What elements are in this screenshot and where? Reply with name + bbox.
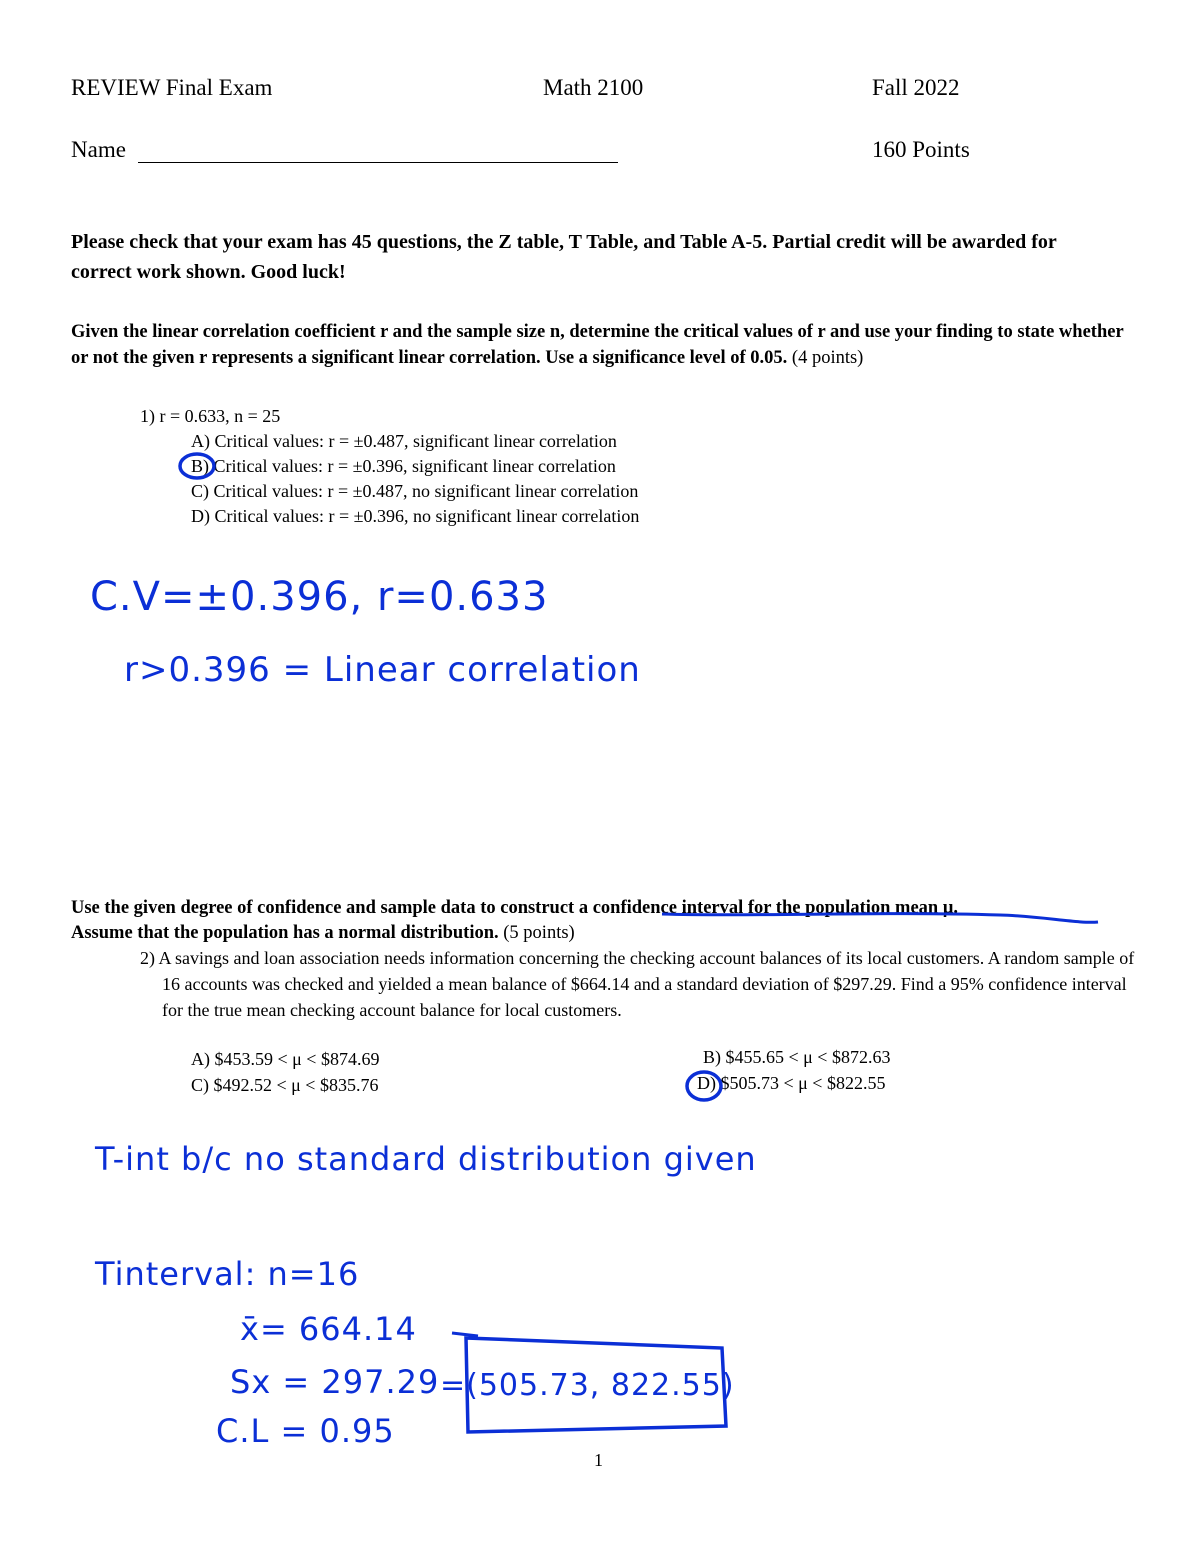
section2-instructions-c: Assume that the population has a normal distribution. — [71, 923, 499, 943]
q2-option-c[interactable]: C) $492.52 < μ < $835.76 — [191, 1075, 379, 1095]
handwritten-note-sx: Sx = 297.29 — [230, 1363, 440, 1401]
handwritten-note-tint: T-int b/c no standard distribution given — [95, 1140, 757, 1178]
box-tick-mark — [452, 1333, 478, 1336]
question-2 — [140, 945, 1135, 1023]
exam-title: REVIEW Final Exam — [71, 75, 273, 100]
q1-option-b[interactable]: B) Critical values: r = ±0.396, significant linear correlation — [191, 456, 616, 476]
exam-intro: Please check that your exam has 45 questions, the Z table, T Table, and Table A-5. Partial credit will be awarded for correct work shown. Good luck! — [71, 231, 1057, 283]
name-label: Name — [71, 137, 126, 162]
q2-option-d[interactable]: D) $505.73 < μ < $822.55 — [697, 1073, 886, 1093]
section1-points: (4 points) — [791, 348, 864, 368]
section2-instructions-a: Use the given degree of confidence and sample data to construct a — [71, 898, 589, 918]
q2-option-a[interactable]: A) $453.59 < μ < $874.69 — [191, 1049, 380, 1069]
question-2-text: 2) A savings and loan association needs information concerning the checking account balances of its local customers. A random sample of 16 accounts was checked and yielded a mean balance of $664.14 and a standard deviation of $297.29. Find a 95% confidence interval for the true mean checking account balance for local customers. — [140, 948, 1135, 1020]
page-number: 1 — [594, 1450, 603, 1470]
question-1: 1) r = 0.633, n = 25 — [140, 406, 281, 426]
course-number: Math 2100 — [543, 75, 644, 100]
q1-option-d[interactable]: D) Critical values: r = ±0.396, no significant linear correlation — [191, 506, 640, 526]
handwritten-note-linear-correlation: r>0.396 = Linear correlation — [124, 650, 641, 690]
section1-instructions-text: Given the linear correlation coefficient r and the sample size n, determine the critical values of r and use your finding to state whether or not the given r represents a significant linear correlation. Use a significance level of 0.05. — [71, 322, 1124, 368]
section2-instructions — [71, 896, 1151, 946]
term: Fall 2022 — [872, 75, 960, 100]
section1-instructions — [71, 319, 1141, 371]
handwritten-note-cl: C.L = 0.95 — [216, 1412, 395, 1450]
handwritten-note-mean: x̄= 664.14 — [240, 1310, 417, 1348]
handwritten-answer-interval: =(505.73, 822.55) — [440, 1368, 735, 1403]
handwritten-note-tinterval: Tinterval: n=16 — [95, 1255, 360, 1293]
section2-points: (5 points) — [503, 923, 575, 943]
q2-option-b[interactable]: B) $455.65 < μ < $872.63 — [703, 1047, 891, 1067]
handwritten-note-critical-value: C.V=±0.396, r=0.633 — [90, 574, 549, 620]
name-line[interactable] — [138, 162, 618, 163]
section2-instructions-b: confidence interval for the population mean μ. — [592, 898, 958, 918]
q1-option-c[interactable]: C) Critical values: r = ±0.487, no significant linear correlation — [191, 481, 639, 501]
total-points: 160 Points — [872, 137, 970, 162]
q1-option-a[interactable]: A) Critical values: r = ±0.487, significant linear correlation — [191, 431, 617, 451]
